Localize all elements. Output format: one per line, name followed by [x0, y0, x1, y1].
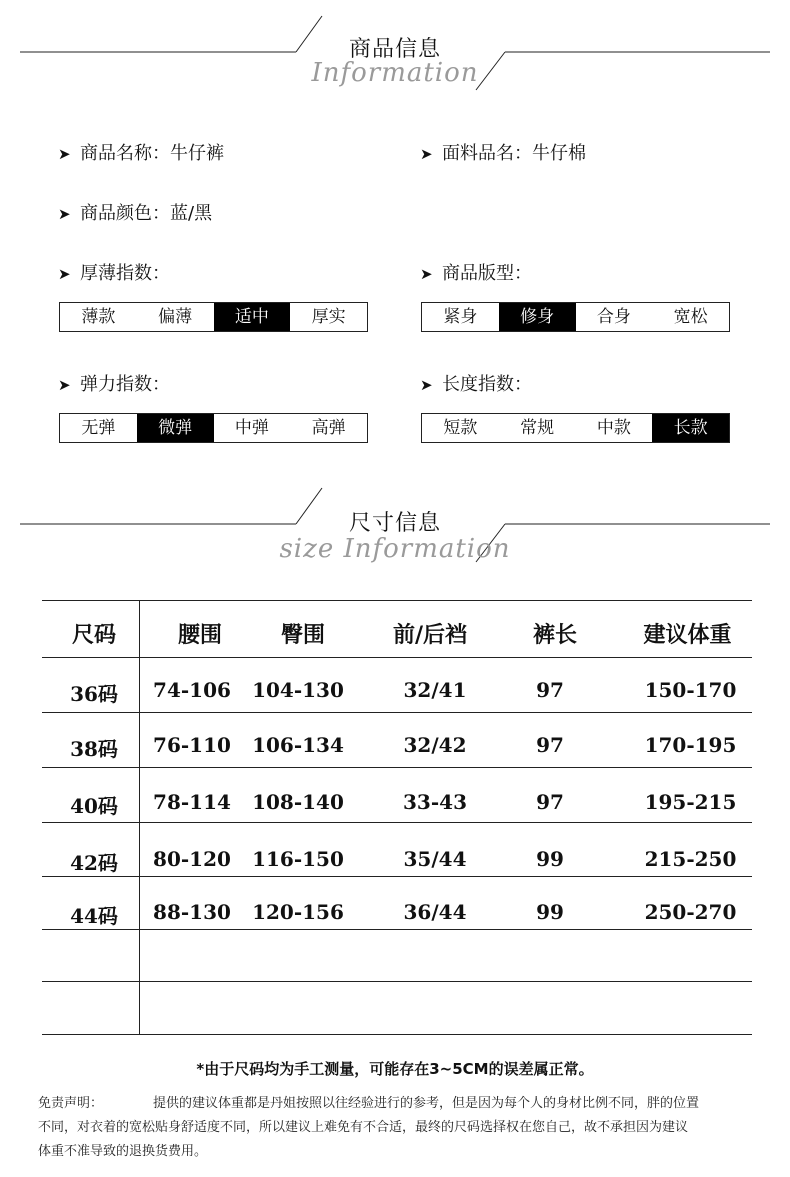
disclaimer-line-2: 不同，对衣着的宽松贴身舒适度不同，所以建议上难免有不合适，最终的尺码选择权在您自己，故不承担因为建议 — [38, 1120, 689, 1135]
table-rule — [42, 712, 752, 713]
section-script-subtitle: size Information — [279, 534, 511, 564]
product-color: ➤ 商品颜色：蓝/黑 — [58, 203, 213, 224]
cell-length: 97 — [536, 733, 564, 757]
cell-length: 97 — [536, 790, 564, 814]
header-hip: 臀围 — [280, 622, 325, 648]
scale-option: 紧身 — [443, 307, 478, 327]
table-rule — [42, 600, 752, 601]
table-rule — [42, 657, 752, 658]
arrow-icon: ➤ — [420, 265, 433, 283]
arrow-icon: ➤ — [58, 265, 71, 283]
table-rule — [42, 981, 752, 982]
cell-hip: 106-134 — [252, 733, 344, 757]
cell-weight: 250-270 — [644, 900, 737, 924]
scale-option: 短款 — [443, 418, 478, 438]
cell-hip: 104-130 — [252, 678, 344, 702]
scale-option: 合身 — [596, 307, 631, 327]
scale-option: 中款 — [596, 418, 631, 438]
cell-waist: 88-130 — [153, 900, 231, 924]
table-rule — [42, 822, 752, 823]
scale-option: 宽松 — [673, 307, 708, 327]
cell-size: 44码 — [70, 904, 118, 928]
disclaimer-label: 免责声明： — [38, 1096, 104, 1111]
measurement-note: *由于尺码均为手工测量，可能存在3~5CM的误差属正常。 — [196, 1060, 594, 1078]
cell-rise: 36/44 — [403, 900, 467, 924]
scale-option: 适中 — [214, 303, 291, 331]
cell-weight: 195-215 — [644, 790, 737, 814]
scale-option: 厚实 — [311, 307, 346, 327]
arrow-icon: ➤ — [58, 145, 71, 163]
fit-label: ➤ 商品版型： — [420, 263, 532, 284]
table-rule — [42, 767, 752, 768]
scale-option: 偏薄 — [158, 307, 193, 327]
section-title: 尺寸信息 — [348, 511, 441, 536]
section-title: 商品信息 — [348, 37, 441, 62]
scale-option: 中弹 — [234, 418, 269, 438]
cell-weight: 170-195 — [644, 733, 737, 757]
cell-waist: 80-120 — [153, 847, 231, 871]
cell-waist: 74-106 — [153, 678, 231, 702]
cell-hip: 120-156 — [252, 900, 344, 924]
header-rise: 前/后裆 — [392, 622, 468, 648]
fabric-name: ➤ 面料品名：牛仔棉 — [420, 143, 586, 164]
product-info-header — [0, 10, 790, 100]
header-size: 尺码 — [71, 622, 116, 648]
length-label: ➤ 长度指数： — [420, 374, 532, 395]
cell-hip: 108-140 — [252, 790, 344, 814]
thickness-scale — [59, 302, 368, 332]
cell-hip: 116-150 — [252, 847, 344, 871]
elasticity-scale — [59, 413, 368, 443]
cell-size: 36码 — [70, 682, 118, 706]
cell-rise: 32/41 — [403, 678, 467, 702]
size-info-header — [0, 482, 790, 572]
table-rule — [42, 876, 752, 877]
thickness-label: ➤ 厚薄指数： — [58, 263, 170, 284]
fit-scale — [421, 302, 730, 332]
cell-waist: 78-114 — [153, 790, 231, 814]
scale-option: 长款 — [652, 414, 729, 442]
product-name: ➤ 商品名称：牛仔裤 — [58, 143, 224, 164]
cell-rise: 32/42 — [403, 733, 467, 757]
length-scale — [421, 413, 730, 443]
disclaimer — [38, 1092, 758, 1164]
scale-option: 常规 — [520, 418, 555, 438]
scale-option: 无弹 — [81, 418, 116, 438]
cell-size: 42码 — [70, 851, 118, 875]
header-length: 裤长 — [532, 622, 577, 648]
cell-rise: 35/44 — [403, 847, 467, 871]
scale-option: 微弹 — [137, 414, 214, 442]
section-script-subtitle: Information — [311, 58, 479, 88]
cell-rise: 33-43 — [403, 790, 467, 814]
cell-weight: 150-170 — [644, 678, 737, 702]
cell-waist: 76-110 — [153, 733, 231, 757]
cell-weight: 215-250 — [644, 847, 737, 871]
cell-length: 97 — [536, 678, 564, 702]
table-rule — [42, 1034, 752, 1035]
cell-size: 38码 — [70, 737, 118, 761]
elasticity-label: ➤ 弹力指数： — [58, 374, 170, 395]
arrow-icon: ➤ — [420, 145, 433, 163]
scale-option: 薄款 — [81, 307, 116, 327]
cell-length: 99 — [536, 847, 564, 871]
arrow-icon: ➤ — [58, 376, 71, 394]
cell-size: 40码 — [70, 794, 118, 818]
table-rule — [42, 929, 752, 930]
disclaimer-line-3: 体重不准导致的退换货费用。 — [38, 1144, 208, 1159]
scale-option: 修身 — [499, 303, 576, 331]
header-waist: 腰围 — [177, 622, 222, 648]
arrow-icon: ➤ — [420, 376, 433, 394]
arrow-icon: ➤ — [58, 205, 71, 223]
header-weight: 建议体重 — [643, 622, 732, 648]
disclaimer-line-1: 免责声明： 提供的建议体重都是丹姐按照以往经验进行的参考，但是因为每个人的身材比例不同，胖的位置 — [38, 1092, 758, 1116]
cell-length: 99 — [536, 900, 564, 924]
scale-option: 高弹 — [311, 418, 346, 438]
